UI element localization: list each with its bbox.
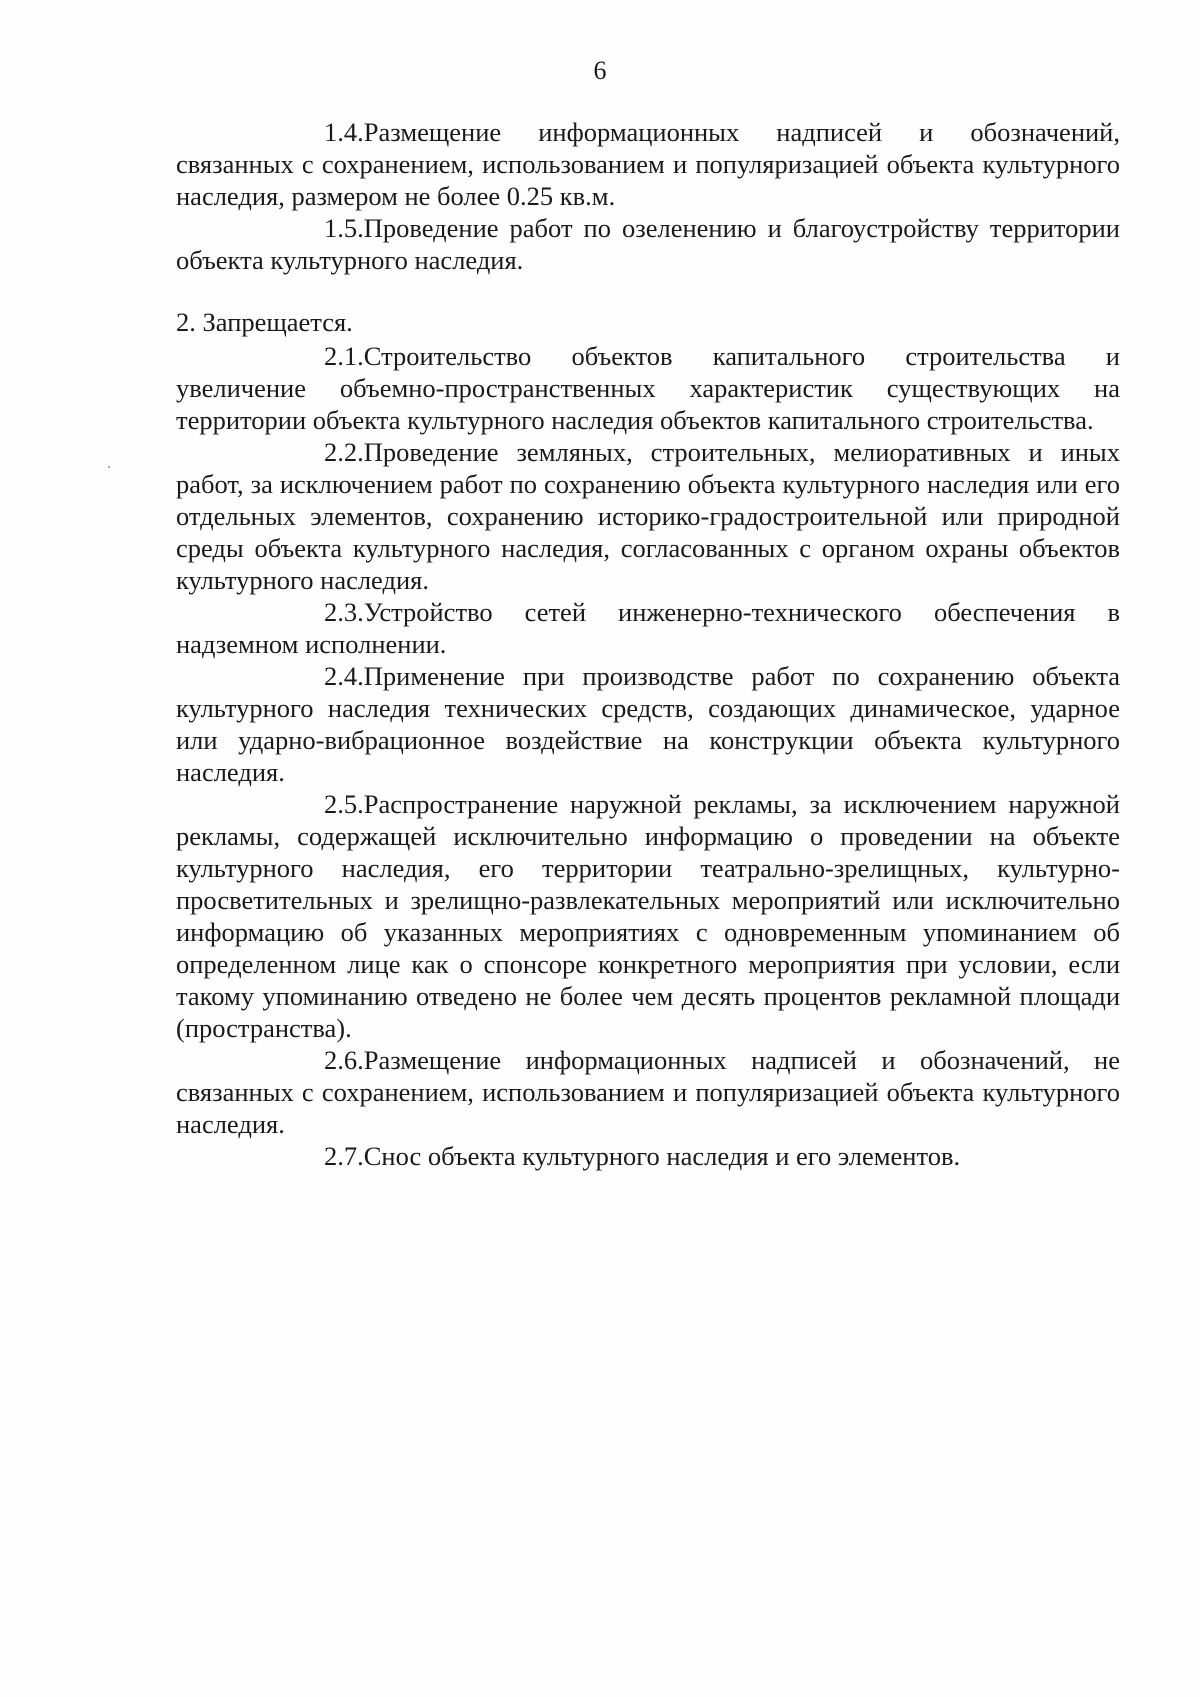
paragraph-2-4 <box>176 660 1120 788</box>
paragraph-2-5 <box>176 788 1120 1044</box>
paragraph-text: Проведение работ по озеленению и благоустройству территории объекта культурного наследия. <box>176 213 1120 275</box>
paragraph-number: 1.5. <box>324 213 364 243</box>
document-body <box>176 116 1120 1172</box>
paragraph-text: Применение при производстве работ по сохранению объекта культурного наследия технических средств, создающих динамическое, ударное или ударно-вибрационное воздействие на конструкции объекта культурного наследия. <box>176 661 1120 787</box>
paragraph-2-2 <box>176 436 1120 596</box>
paragraph-text: Устройство сетей инженерно-технического обеспечения в надземном исполнении. <box>176 597 1120 659</box>
paragraph-1-5 <box>176 212 1120 276</box>
paragraph-number: 1.4. <box>324 117 364 147</box>
section-heading: 2. Запрещается. <box>176 307 353 337</box>
paragraph-number: 2.5. <box>324 789 364 819</box>
paragraph-2-7 <box>176 1140 1120 1172</box>
paragraph-text: Размещение информационных надписей и обозначений, не связанных с сохранением, использованием и популяризацией объекта культурного наследия. <box>176 1045 1120 1139</box>
paragraph-2-3 <box>176 596 1120 660</box>
paragraph-text: Строительство объектов капитального строительства и увеличение объемно-пространственных характеристик существующих на территории объекта культурного наследия объектов капитального строительства. <box>176 341 1120 435</box>
paragraph-number: 2.2. <box>324 437 364 467</box>
paragraph-text: Размещение информационных надписей и обозначений, связанных с сохранением, использованием и популяризацией объекта культурного наследия, размером не более 0.25 кв.м. <box>176 117 1120 211</box>
paragraph-2-6 <box>176 1044 1120 1140</box>
paragraph-text: Проведение земляных, строительных, мелиоративных и иных работ, за исключением работ по сохранению объекта культурного наследия или его отдельных элементов, сохранению историко-градостроительной или природной среды объекта культурного наследия, согласованных с органом охраны объектов культурного наследия. <box>176 437 1120 595</box>
paragraph-number: 2.6. <box>324 1045 364 1075</box>
paragraph-text: Распространение наружной рекламы, за исключением наружной рекламы, содержащей исключительно информацию о проведении на объекте культурного наследия, его территории театрально-зрелищных, культурно-просветительных и зрелищно-развлекательных мероприятий или исключительно информацию об указанных мероприятиях с одновременным упоминанием об определенном лице как о спонсоре конкретного мероприятия при условии, если такому упоминанию отведено не более чем десять процентов рекламной площади (пространства). <box>176 789 1120 1043</box>
paragraph-number: 2.3. <box>324 597 364 627</box>
paragraph-2-1 <box>176 340 1120 436</box>
paragraph-number: 2.1. <box>324 341 364 371</box>
scan-speck <box>108 466 110 468</box>
page-number: 6 <box>593 56 607 85</box>
paragraph-number: 2.7. <box>324 1141 364 1171</box>
paragraph-number: 2.4. <box>324 661 364 691</box>
paragraph-text: Снос объекта культурного наследия и его элементов. <box>363 1141 961 1171</box>
paragraph-1-4 <box>176 116 1120 212</box>
